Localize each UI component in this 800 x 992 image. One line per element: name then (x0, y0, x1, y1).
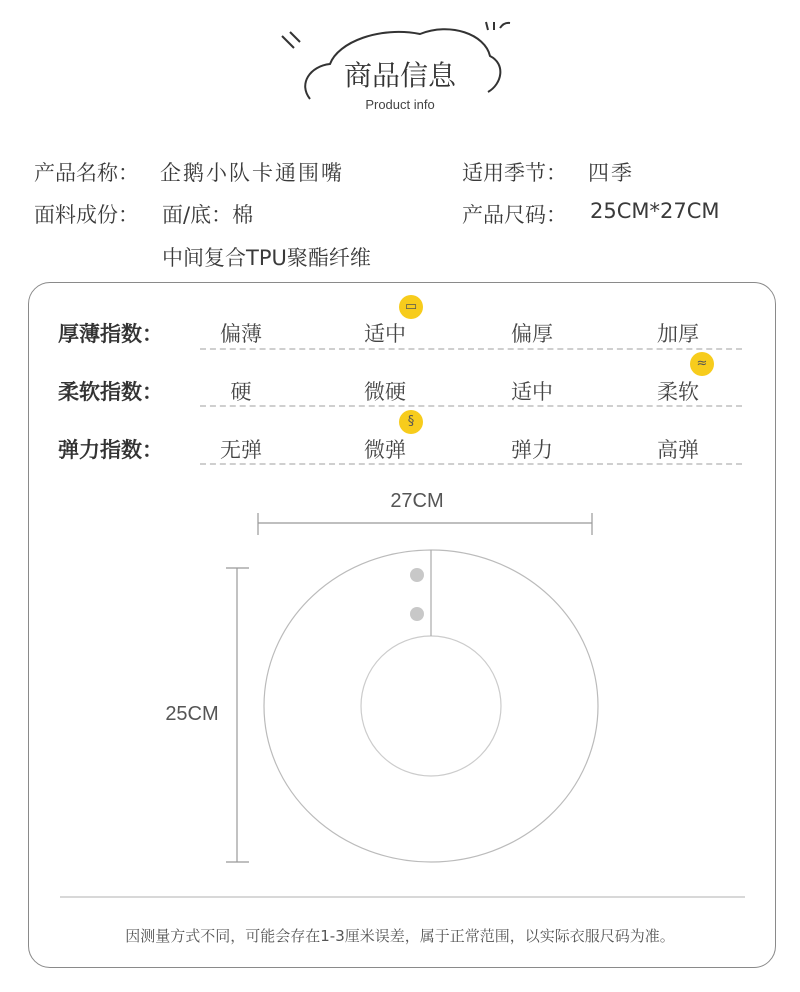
section-title: 商品信息 (343, 59, 456, 92)
size-value: 25CM*27CM (590, 199, 720, 223)
option-selected: 微弹 (364, 438, 406, 462)
elasticity-label: 弹力指数： (58, 438, 163, 462)
thickness-label: 厚薄指数： (58, 322, 163, 346)
material-value-2: 中间复合TPU聚酯纤维 (162, 246, 371, 270)
product-name-label: 产品名称： (34, 161, 139, 185)
option: 偏厚 (511, 322, 553, 346)
option: 高弹 (657, 438, 699, 462)
option: 适中 (511, 380, 553, 404)
option: 硬 (230, 380, 252, 404)
spring-icon: § (399, 410, 423, 434)
snap-button (410, 568, 424, 582)
season-value: 四季 (588, 161, 634, 185)
measurement-note: 因测量方式不同，可能会存在1-3厘米误差，属于正常范围，以实际衣服尺码为准。 (125, 927, 675, 945)
product-name-value: 企鹅小队卡通围嘴 (160, 161, 344, 185)
option: 加厚 (657, 322, 699, 346)
material-label: 面料成份： (34, 203, 139, 227)
size-label: 产品尺码： (462, 203, 567, 227)
ruler-icon: ▭ (399, 295, 423, 319)
width-dimension-label: 27CM (390, 490, 444, 512)
wave-icon: ≈ (690, 352, 714, 376)
snap-button (410, 607, 424, 621)
option-selected: 柔软 (657, 380, 699, 404)
option: 偏薄 (220, 322, 262, 346)
neck-hole (361, 636, 501, 776)
option-selected: 适中 (364, 322, 406, 346)
height-dimension-label: 25CM (165, 703, 219, 725)
material-value: 面/底：棉 (162, 203, 254, 227)
section-subtitle: Product info (365, 97, 435, 112)
option: 弹力 (511, 438, 553, 462)
season-label: 适用季节： (462, 161, 567, 185)
softness-label: 柔软指数： (58, 380, 163, 404)
option: 微硬 (364, 380, 406, 404)
option: 无弹 (220, 438, 262, 462)
